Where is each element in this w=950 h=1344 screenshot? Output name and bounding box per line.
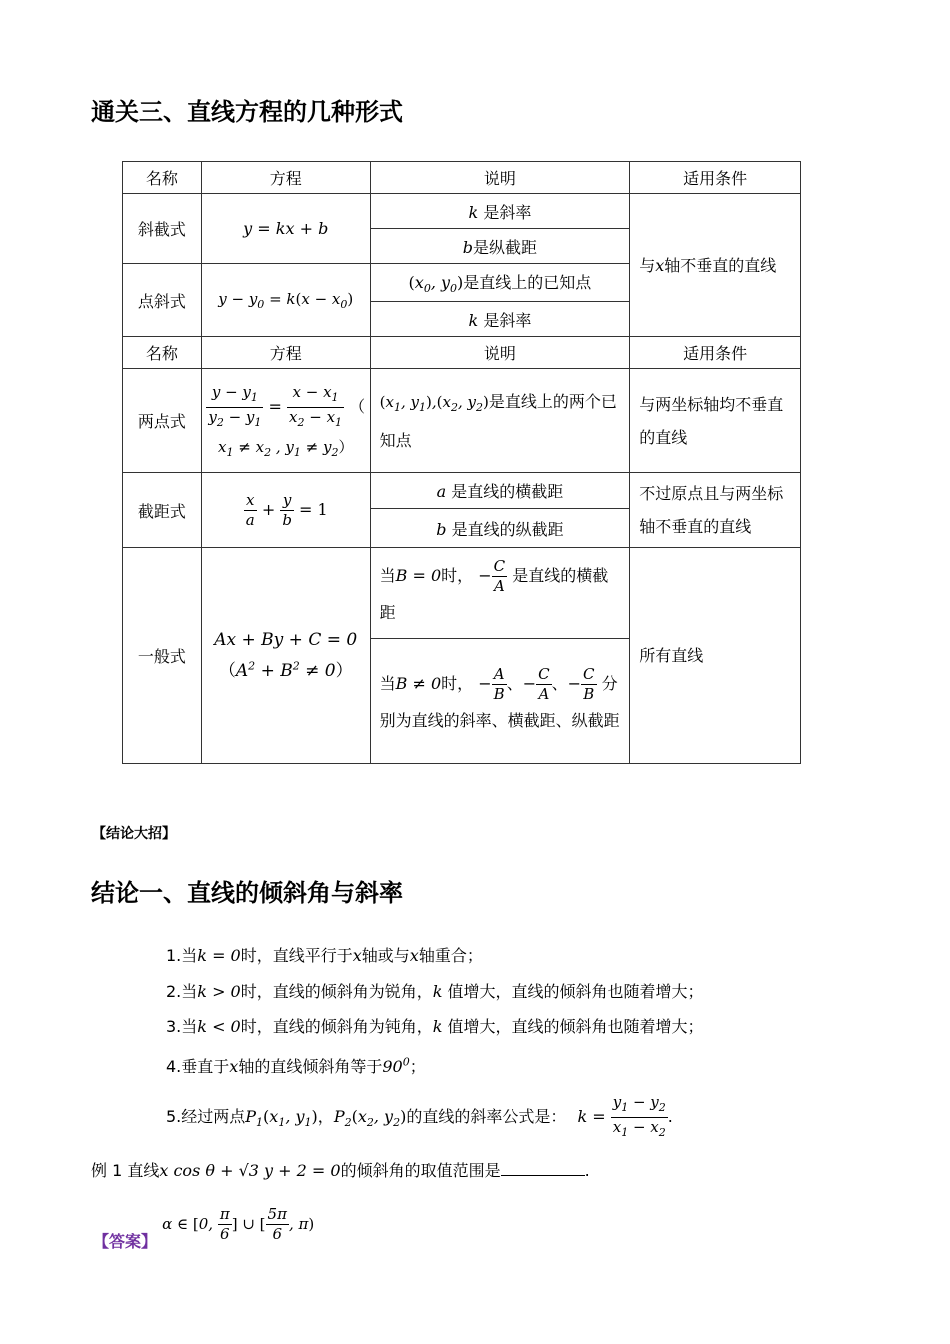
header-name: 名称 — [123, 162, 202, 194]
header-description: 说明 — [370, 337, 630, 369]
list-item: 4.垂直于x轴的直线倾斜角等于$90^0$； — [166, 1055, 426, 1076]
note: k 是斜率 — [370, 194, 630, 229]
table-row — [123, 473, 801, 509]
form-name: 点斜式 — [123, 264, 202, 337]
table-row — [123, 548, 801, 639]
note: b是纵截距 — [370, 229, 630, 264]
list-item: 1.当k = 0时，直线平行于x轴或与x轴重合； — [166, 946, 483, 965]
header-equation: 方程 — [201, 337, 370, 369]
note: 当B = 0时， − $\frac{C}{A}$ 是直线的横截距 — [370, 548, 630, 639]
condition: 不过原点且与两坐标轴不垂直的直线 — [630, 473, 801, 548]
table-header-row — [123, 337, 801, 369]
line-equation-forms-table — [122, 161, 801, 764]
form-name: 斜截式 — [123, 194, 202, 264]
table-row — [123, 194, 801, 229]
equation: $y - y_0 = k(x - x_0)$ — [201, 264, 370, 337]
note: ($x_1$, $y_1),(x_2$, $y_2$)是直线上的两个已知点 — [370, 369, 630, 473]
condition: 所有直线 — [630, 548, 801, 764]
answer: 【答案】 α ∈ [0, $\frac{\pi}{6}$ ] ∪ [ $\frac{5\pi}{6}$ , π) — [93, 1205, 315, 1251]
equation: $\frac{y - y_1}{y_2 - y_1}$ = $\frac{x - x_1}{x_2 - x_1}$ （ $x_1 \ne x_2$ , $y_1 \ne y_2$） — [201, 369, 370, 473]
answer-label: 【答案】 — [93, 1231, 158, 1251]
form-name: 两点式 — [123, 369, 202, 473]
equation: Ax + By + C = 0 $(A^2 + B^2 \ne 0)$ — [201, 548, 370, 764]
condition: 与两坐标轴均不垂直的直线 — [630, 369, 801, 473]
list-item: 2.当k > 0时，直线的倾斜角为锐角，k 值增大，直线的倾斜角也随着增大； — [166, 982, 704, 1001]
form-name: 截距式 — [123, 473, 202, 548]
header-condition: 适用条件 — [630, 162, 801, 194]
equation: y = kx + b — [201, 194, 370, 264]
header-condition: 适用条件 — [630, 337, 801, 369]
list-item: 3.当k < 0时，直线的倾斜角为钝角，k 值增大，直线的倾斜角也随着增大； — [166, 1017, 704, 1036]
equation: $\frac{x}{a}$ + $\frac{y}{b}$ = 1 — [201, 473, 370, 548]
conclusion-tag: 【结论大招】 — [92, 826, 176, 842]
table-row — [123, 369, 801, 473]
form-name: 一般式 — [123, 548, 202, 764]
note: 当B ≠ 0时， − $\frac{A}{B}$ 、− $\frac{C}{A}$ 、− $\frac{C}{B}$ 分别为直线的斜率、横截距、纵截距 — [370, 639, 630, 764]
note: a 是直线的横截距 — [370, 473, 630, 509]
note: b 是直线的纵截距 — [370, 509, 630, 548]
section-title: 通关三、直线方程的几种形式 — [91, 98, 403, 126]
table-header-row — [123, 162, 801, 194]
header-equation: 方程 — [201, 162, 370, 194]
answer-blank — [501, 1161, 585, 1176]
note: k 是斜率 — [370, 302, 630, 337]
example-1: 例 1 直线x cos θ + √3 y + 2 = 0的倾斜角的取值范围是 . — [91, 1161, 590, 1180]
header-name: 名称 — [123, 337, 202, 369]
list-item: 5.经过两点$P_1(x_1$, $y_1$)，$P_2(x_2$, $y_2$)的直线的斜率公式是： k = $\frac{y_1 - y_2}{x_1 - x_2}$ . — [166, 1093, 673, 1139]
condition: 与x轴不垂直的直线 — [630, 194, 801, 337]
note: ($x_0$, $y_0$)是直线上的已知点 — [370, 264, 630, 302]
conclusion-title: 结论一、直线的倾斜角与斜率 — [91, 879, 403, 907]
header-description: 说明 — [370, 162, 630, 194]
